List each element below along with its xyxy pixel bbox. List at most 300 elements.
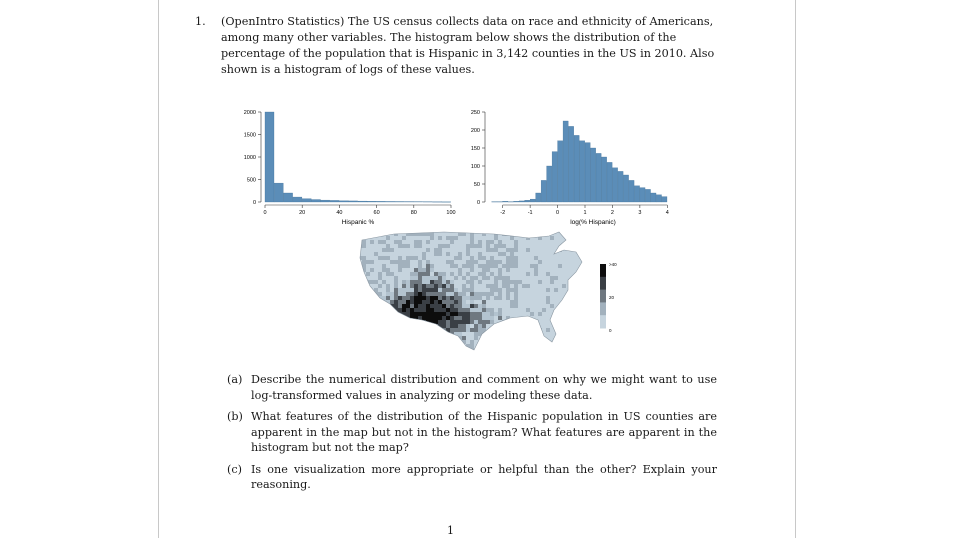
map-county-cell <box>530 344 534 348</box>
map-county-cell <box>574 304 578 308</box>
map-county-cell <box>490 264 494 268</box>
map-county-cell <box>562 276 566 280</box>
map-county-cell <box>370 328 374 332</box>
map-county-cell <box>414 272 418 276</box>
map-county-cell <box>570 240 574 244</box>
map-county-cell <box>514 300 518 304</box>
map-county-cell <box>482 356 486 360</box>
map-county-cell <box>390 288 394 292</box>
map-county-cell <box>382 228 386 232</box>
map-county-cell <box>394 340 398 344</box>
map-county-cell <box>410 232 414 236</box>
h1-bar <box>302 199 311 202</box>
map-county-cell <box>382 268 386 272</box>
map-county-cell <box>514 328 518 332</box>
map-county-cell <box>582 308 586 312</box>
map-county-cell <box>430 244 434 248</box>
map-county-cell <box>446 236 450 240</box>
map-county-cell <box>422 252 426 256</box>
map-county-cell <box>462 336 466 340</box>
map-county-cell <box>398 280 402 284</box>
map-county-cell <box>434 308 438 312</box>
map-county-cell <box>534 312 538 316</box>
map-county-cell <box>378 252 382 256</box>
map-county-cell <box>534 240 538 244</box>
map-county-cell <box>518 300 522 304</box>
map-county-cell <box>542 344 546 348</box>
map-county-cell <box>430 272 434 276</box>
map-county-cell <box>574 320 578 324</box>
map-county-cell <box>474 264 478 268</box>
map-county-cell <box>538 280 542 284</box>
map-county-cell <box>426 256 430 260</box>
map-county-cell <box>438 240 442 244</box>
map-county-cell <box>390 276 394 280</box>
map-county-cell <box>458 280 462 284</box>
h2-y-tick-label: 150 <box>470 146 480 152</box>
map-county-cell <box>542 304 546 308</box>
map-county-cell <box>370 232 374 236</box>
map-county-cell <box>558 256 562 260</box>
map-county-cell <box>570 228 574 232</box>
map-county-cell <box>586 308 590 312</box>
part-c-text: Is one visualization more appropriate or helpful than the other? Explain your reasoning. <box>251 462 717 491</box>
map-county-cell <box>510 324 514 328</box>
map-county-cell <box>510 260 514 264</box>
map-county-cell <box>466 300 470 304</box>
map-county-cell <box>534 248 538 252</box>
map-county-cell <box>534 292 538 296</box>
map-county-cell <box>434 228 438 232</box>
map-county-cell <box>498 264 502 268</box>
map-county-cell <box>558 236 562 240</box>
map-county-cell <box>590 308 594 312</box>
map-county-cell <box>470 236 474 240</box>
map-county-cell <box>370 252 374 256</box>
map-county-cell <box>470 232 474 236</box>
map-county-cell <box>466 252 470 256</box>
map-county-cell <box>414 292 418 296</box>
map-county-cell <box>362 336 366 340</box>
map-county-cell <box>494 248 498 252</box>
map-county-cell <box>550 352 554 356</box>
map-county-cell <box>574 276 578 280</box>
map-county-cell <box>522 276 526 280</box>
map-county-cell <box>502 256 506 260</box>
map-county-cell <box>398 268 402 272</box>
map-county-cell <box>394 332 398 336</box>
map-county-cell <box>506 248 510 252</box>
map-county-cell <box>370 284 374 288</box>
map-county-cell <box>578 316 582 320</box>
map-county-cell <box>578 296 582 300</box>
map-county-cell <box>494 352 498 356</box>
map-county-cell <box>566 260 570 264</box>
map-county-cell <box>530 280 534 284</box>
map-county-cell <box>482 280 486 284</box>
map-county-cell <box>354 328 358 332</box>
map-county-cell <box>414 304 418 308</box>
map-county-cell <box>414 268 418 272</box>
map-county-cell <box>466 236 470 240</box>
map-county-cell <box>506 320 510 324</box>
map-county-cell <box>482 304 486 308</box>
map-county-cell <box>490 352 494 356</box>
map-county-cell <box>438 284 442 288</box>
map-county-cell <box>418 288 422 292</box>
map-county-cell <box>502 264 506 268</box>
map-county-cell <box>374 228 378 232</box>
map-county-cell <box>434 284 438 288</box>
map-county-cell <box>510 244 514 248</box>
map-county-cell <box>518 244 522 248</box>
map-county-cell <box>410 336 414 340</box>
map-county-cell <box>546 304 550 308</box>
map-county-cell <box>590 324 594 328</box>
map-county-cell <box>354 324 358 328</box>
map-county-cell <box>490 240 494 244</box>
map-county-cell <box>458 344 462 348</box>
map-county-cell <box>558 348 562 352</box>
map-county-cell <box>466 352 470 356</box>
map-county-cell <box>450 308 454 312</box>
map-county-cell <box>466 268 470 272</box>
map-county-cell <box>418 332 422 336</box>
map-county-cell <box>510 268 514 272</box>
map-county-cell <box>370 272 374 276</box>
map-county-cell <box>498 352 502 356</box>
map-county-cell <box>514 244 518 248</box>
map-county-cell <box>406 232 410 236</box>
map-county-cell <box>446 288 450 292</box>
map-county-cell <box>502 240 506 244</box>
map-county-cell <box>474 288 478 292</box>
map-county-cell <box>562 332 566 336</box>
map-county-cell <box>562 348 566 352</box>
map-county-cell <box>366 332 370 336</box>
map-county-cell <box>370 268 374 272</box>
map-county-cell <box>554 356 558 360</box>
map-county-cell <box>366 324 370 328</box>
map-county-cell <box>498 228 502 232</box>
map-county-cell <box>542 264 546 268</box>
map-county-cell <box>518 336 522 340</box>
map-county-cell <box>354 232 358 236</box>
map-county-cell <box>586 332 590 336</box>
map-county-cell <box>498 324 502 328</box>
map-county-cell <box>494 340 498 344</box>
map-county-cell <box>586 236 590 240</box>
map-county-cell <box>498 300 502 304</box>
map-county-cell <box>498 340 502 344</box>
map-county-cell <box>486 308 490 312</box>
map-county-cell <box>554 264 558 268</box>
map-county-cell <box>482 320 486 324</box>
map-county-cell <box>434 268 438 272</box>
map-county-cell <box>506 236 510 240</box>
map-county-cell <box>406 336 410 340</box>
map-county-cell <box>406 264 410 268</box>
map-county-cell <box>370 308 374 312</box>
map-county-cell <box>402 328 406 332</box>
map-county-cell <box>510 264 514 268</box>
map-county-cell <box>530 356 534 360</box>
h2-x-tick-label: -2 <box>500 210 506 216</box>
map-county-cell <box>454 252 458 256</box>
map-county-cell <box>426 288 430 292</box>
map-county-cell <box>534 280 538 284</box>
map-county-cell <box>518 308 522 312</box>
map-county-cell <box>466 276 470 280</box>
map-county-cell <box>494 228 498 232</box>
map-county-cell <box>502 340 506 344</box>
map-county-cell <box>478 276 482 280</box>
map-county-cell <box>386 244 390 248</box>
map-county-cell <box>402 228 406 232</box>
map-county-cell <box>430 300 434 304</box>
map-county-cell <box>422 308 426 312</box>
map-county-cell <box>506 344 510 348</box>
map-county-cell <box>550 276 554 280</box>
map-county-cell <box>430 304 434 308</box>
map-county-cell <box>530 240 534 244</box>
map-county-cell <box>570 312 574 316</box>
map-county-cell <box>450 336 454 340</box>
map-county-cell <box>542 256 546 260</box>
map-county-cell <box>394 252 398 256</box>
map-county-cell <box>574 292 578 296</box>
map-county-cell <box>390 352 394 356</box>
map-county-cell <box>586 312 590 316</box>
map-county-cell <box>518 296 522 300</box>
map-county-cell <box>506 292 510 296</box>
map-county-cell <box>470 260 474 264</box>
map-county-cell <box>382 236 386 240</box>
map-county-cell <box>578 340 582 344</box>
map-county-cell <box>414 280 418 284</box>
map-county-cell <box>550 248 554 252</box>
map-county-cell <box>450 272 454 276</box>
map-county-cell <box>466 280 470 284</box>
map-county-cell <box>354 284 358 288</box>
map-county-cell <box>414 244 418 248</box>
map-county-cell <box>558 340 562 344</box>
map-county-cell <box>578 332 582 336</box>
map-county-cell <box>394 356 398 360</box>
map-county-cell <box>458 316 462 320</box>
map-county-cell <box>554 236 558 240</box>
map-county-cell <box>466 288 470 292</box>
map-county-cell <box>434 328 438 332</box>
map-county-cell <box>574 312 578 316</box>
map-county-cell <box>570 236 574 240</box>
map-county-cell <box>398 256 402 260</box>
map-county-cell <box>358 232 362 236</box>
map-county-cell <box>558 288 562 292</box>
map-county-cell <box>386 356 390 360</box>
map-county-cell <box>506 244 510 248</box>
map-county-cell <box>542 292 546 296</box>
h1-y-tick-label: 2000 <box>243 110 256 116</box>
map-county-cell <box>362 256 366 260</box>
map-county-cell <box>462 328 466 332</box>
map-county-cell <box>446 248 450 252</box>
map-county-cell <box>438 316 442 320</box>
map-county-cell <box>390 284 394 288</box>
map-county-cell <box>502 336 506 340</box>
map-county-cell <box>402 352 406 356</box>
map-county-cell <box>374 336 378 340</box>
map-county-cell <box>386 268 390 272</box>
map-county-cell <box>386 328 390 332</box>
h1-x-tick-label: 0 <box>263 210 267 216</box>
map-county-cell <box>390 236 394 240</box>
map-county-cell <box>418 244 422 248</box>
map-county-cell <box>486 284 490 288</box>
map-county-cell <box>530 348 534 352</box>
map-county-cell <box>454 356 458 360</box>
map-county-cell <box>570 344 574 348</box>
map-county-cell <box>398 236 402 240</box>
legend-tick-label: 0 <box>609 328 612 333</box>
map-county-cell <box>386 336 390 340</box>
map-county-cell <box>502 344 506 348</box>
map-county-cell <box>414 312 418 316</box>
map-county-cell <box>498 272 502 276</box>
map-county-cell <box>566 344 570 348</box>
map-county-cell <box>406 296 410 300</box>
map-county-cell <box>578 320 582 324</box>
map-county-cell <box>402 268 406 272</box>
map-county-cell <box>442 324 446 328</box>
map-county-cell <box>570 264 574 268</box>
map-county-cell <box>462 316 466 320</box>
map-county-cell <box>542 240 546 244</box>
map-county-cell <box>582 328 586 332</box>
map-county-cell <box>374 296 378 300</box>
map-county-cell <box>458 324 462 328</box>
map-county-cell <box>354 344 358 348</box>
map-county-cell <box>558 312 562 316</box>
map-county-cell <box>422 288 426 292</box>
map-county-cell <box>398 328 402 332</box>
map-county-cell <box>362 348 366 352</box>
map-county-cell <box>354 288 358 292</box>
map-county-cell <box>590 340 594 344</box>
map-county-cell <box>386 264 390 268</box>
map-county-cell <box>566 316 570 320</box>
map-county-cell <box>378 268 382 272</box>
map-county-cell <box>406 260 410 264</box>
problem-statement <box>195 14 735 78</box>
map-county-cell <box>402 340 406 344</box>
map-county-cell <box>502 328 506 332</box>
map-county-cell <box>586 260 590 264</box>
map-county-cell <box>462 348 466 352</box>
map-county-cell <box>418 260 422 264</box>
map-county-cell <box>590 348 594 352</box>
map-county-cell <box>418 264 422 268</box>
map-county-cell <box>562 260 566 264</box>
map-county-cell <box>498 308 502 312</box>
map-county-cell <box>558 244 562 248</box>
map-county-cell <box>374 256 378 260</box>
map-county-cell <box>358 228 362 232</box>
map-county-cell <box>418 308 422 312</box>
map-county-cell <box>554 288 558 292</box>
map-county-cell <box>486 276 490 280</box>
map-county-cell <box>570 232 574 236</box>
map-county-cell <box>374 328 378 332</box>
map-county-cell <box>526 344 530 348</box>
map-county-cell <box>370 324 374 328</box>
map-county-cell <box>390 228 394 232</box>
map-county-cell <box>422 324 426 328</box>
h2-x-tick-label: 1 <box>583 210 587 216</box>
map-county-cell <box>470 296 474 300</box>
map-county-cell <box>450 316 454 320</box>
map-county-cell <box>534 236 538 240</box>
map-county-cell <box>374 244 378 248</box>
histogram-1-xlabel: Hispanic % <box>341 219 375 226</box>
map-county-cell <box>382 356 386 360</box>
map-county-cell <box>546 240 550 244</box>
map-county-cell <box>558 332 562 336</box>
map-county-cell <box>370 280 374 284</box>
map-county-cell <box>374 344 378 348</box>
map-county-cell <box>582 344 586 348</box>
h2-bar <box>552 152 557 202</box>
map-county-cell <box>482 308 486 312</box>
map-county-cell <box>378 232 382 236</box>
map-county-cell <box>442 264 446 268</box>
map-county-cell <box>546 332 550 336</box>
map-county-cell <box>494 288 498 292</box>
map-county-cell <box>362 308 366 312</box>
map-county-cell <box>458 328 462 332</box>
map-county-cell <box>386 228 390 232</box>
map-county-cell <box>394 292 398 296</box>
map-county-cell <box>566 324 570 328</box>
map-county-cell <box>574 260 578 264</box>
map-county-cell <box>518 272 522 276</box>
map-county-cell <box>506 272 510 276</box>
map-county-cell <box>374 232 378 236</box>
map-county-cell <box>498 344 502 348</box>
map-county-cell <box>534 336 538 340</box>
map-county-cell <box>526 300 530 304</box>
map-county-cell <box>378 356 382 360</box>
map-county-cell <box>394 260 398 264</box>
map-county-cell <box>378 240 382 244</box>
map-county-cell <box>354 240 358 244</box>
map-county-cell <box>422 256 426 260</box>
map-county-cell <box>362 300 366 304</box>
map-county-cell <box>486 244 490 248</box>
map-county-cell <box>550 268 554 272</box>
map-county-cell <box>430 284 434 288</box>
map-county-cell <box>442 232 446 236</box>
map-county-cell <box>494 344 498 348</box>
map-county-cell <box>430 340 434 344</box>
map-county-cell <box>526 284 530 288</box>
map-county-cell <box>542 308 546 312</box>
map-county-cell <box>462 324 466 328</box>
map-county-cell <box>590 272 594 276</box>
map-county-cell <box>566 336 570 340</box>
map-county-cell <box>358 284 362 288</box>
map-county-cell <box>362 312 366 316</box>
